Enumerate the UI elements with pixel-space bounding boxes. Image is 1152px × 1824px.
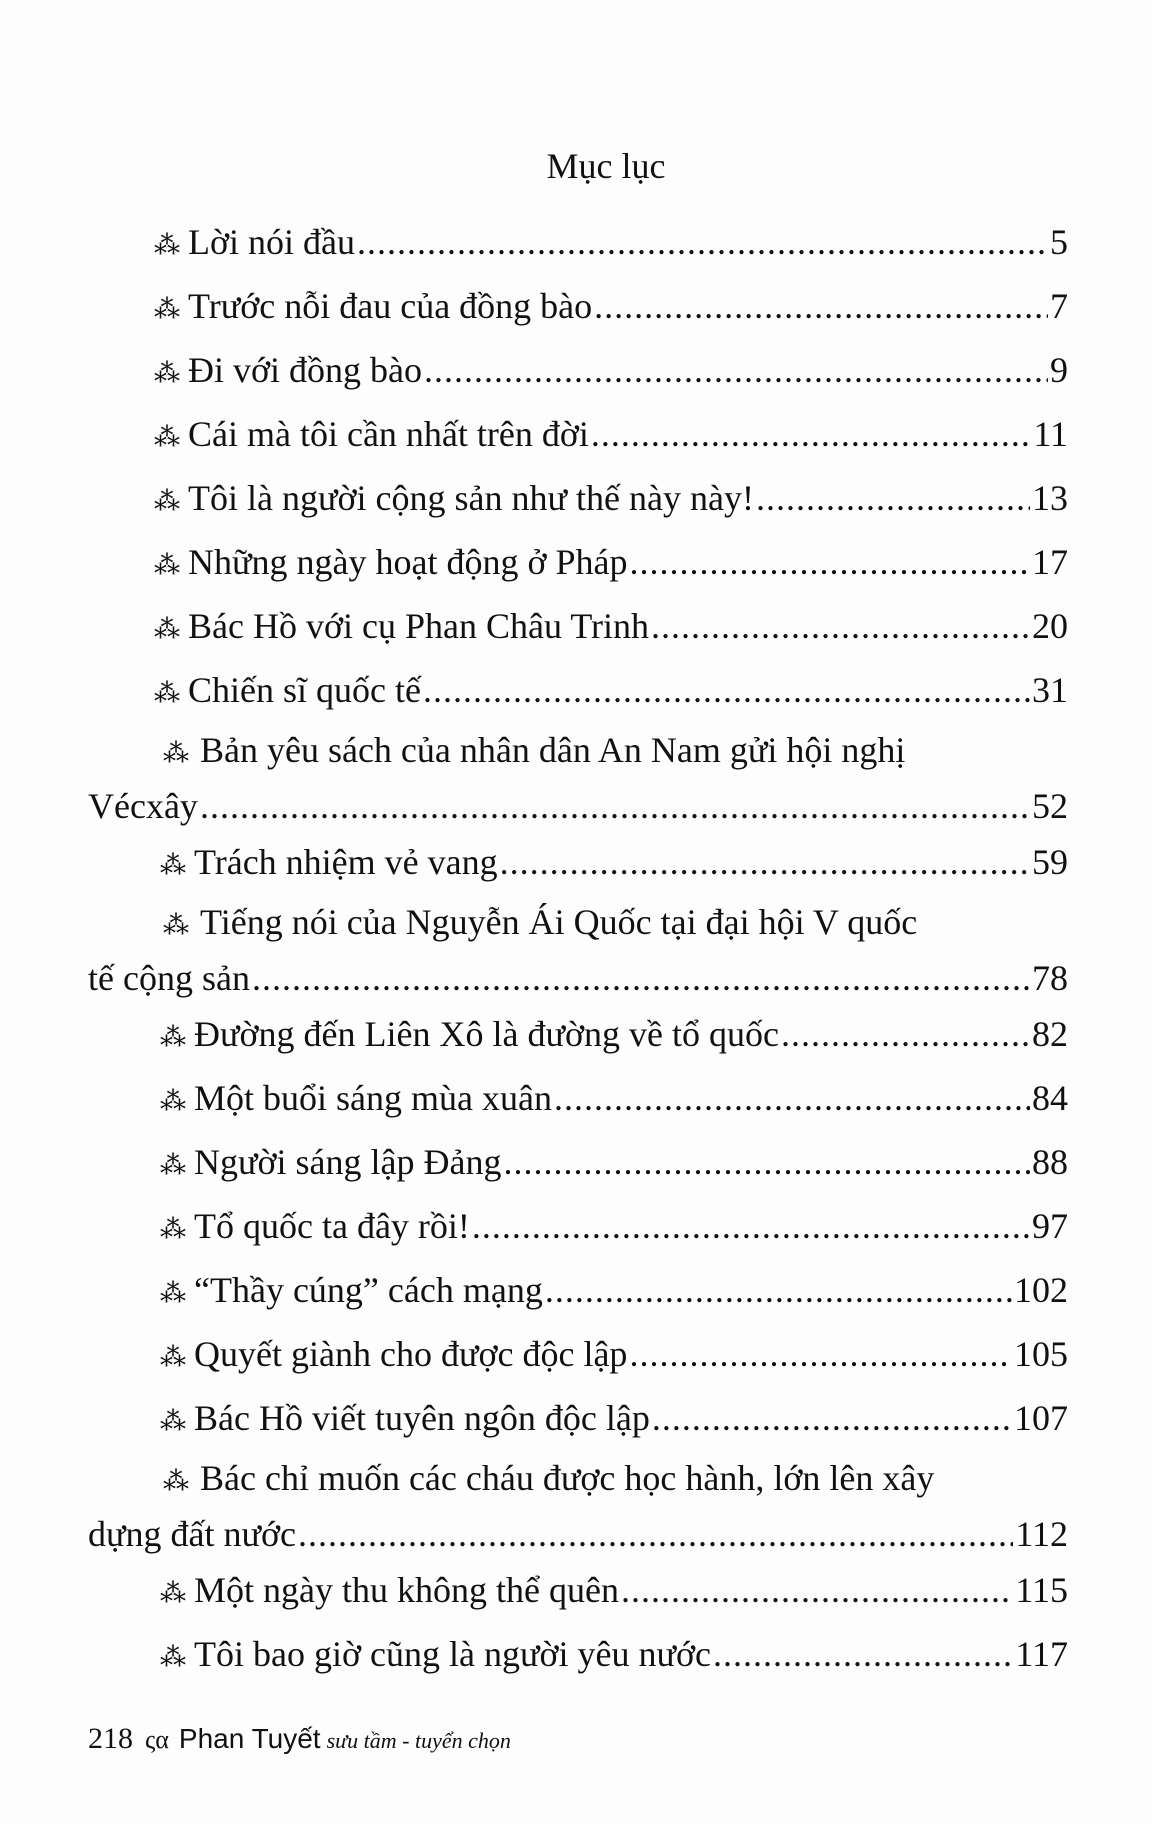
toc-entry-page: 102 [1014,1270,1068,1310]
toc-entry [88,1560,1068,1624]
table-of-contents [88,212,1068,1688]
three-dot-asterism-icon: ⁂ [163,1467,189,1496]
toc-entry-multiline [88,1452,1068,1560]
toc-entry-label: Trước nỗi đau của đồng bào [188,286,593,326]
toc-entry-page: 5 [1050,222,1068,262]
toc-entry [88,1260,1068,1324]
toc-entry [88,468,1068,532]
toc-entry [88,832,1068,896]
dot-leader [713,1624,1013,1685]
toc-entry-page: 13 [1032,478,1068,518]
three-dot-asterism-icon: ⁂ [160,1087,186,1116]
dot-leader [781,1004,1030,1065]
toc-entry [88,1388,1068,1452]
toc-entry-label: Một buổi sáng mùa xuân [194,1078,552,1118]
dot-leader [629,1324,1012,1385]
toc-entry-label: Tiếng nói của Nguyễn Ái Quốc tại đại hội V quốc [200,902,918,942]
toc-entry [88,212,1068,276]
dot-leader [500,832,1030,893]
footer-note: sưu tầm - tuyển chọn [326,1728,511,1753]
toc-entry-label: Cái mà tôi cần nhất trên đời [188,414,589,454]
three-dot-asterism-icon: ⁂ [160,1579,186,1608]
toc-entry-page: 117 [1015,1634,1068,1674]
toc-entry-page: 97 [1032,1206,1068,1246]
toc-entry-page: 20 [1032,606,1068,646]
dot-leader [756,468,1030,529]
toc-entry-page: 107 [1014,1398,1068,1438]
dot-leader [591,404,1031,465]
dot-leader [504,1132,1031,1193]
toc-entry-page: 115 [1015,1570,1068,1610]
toc-entry-page: 82 [1032,1014,1068,1054]
toc-entry-page: 17 [1032,542,1068,582]
toc-entry [88,596,1068,660]
dot-leader [472,1196,1030,1257]
toc-entry-label-continued: dựng đất nước [88,1514,297,1554]
toc-entry [88,660,1068,724]
three-dot-asterism-icon: ⁂ [160,1279,186,1308]
three-dot-asterism-icon: ⁂ [160,1151,186,1180]
toc-entry [88,1132,1068,1196]
toc-entry-label: “Thầy cúng” cách mạng [194,1270,543,1310]
toc-entry-line-2 [88,780,1068,832]
toc-entry-label: Một ngày thu không thể quên [194,1570,619,1610]
toc-entry-line-1 [88,1452,1068,1508]
toc-entry-page: 78 [1032,958,1068,998]
toc-entry [88,1624,1068,1688]
toc-entry-label: Lời nói đầu [188,222,356,262]
dot-leader [298,1508,1013,1560]
toc-entry-label: Đường đến Liên Xô là đường về tổ quốc [194,1014,779,1054]
toc-entry-page: 88 [1032,1142,1068,1182]
dot-leader [630,532,1030,593]
toc-entry-page: 52 [1032,786,1068,826]
toc-entry-label: Tôi là người cộng sản như thế này này! [188,478,754,518]
three-dot-asterism-icon: ⁂ [160,1343,186,1372]
toc-entry-label: Tôi bao giờ cũng là người yêu nước [194,1634,712,1674]
toc-entry [88,340,1068,404]
dot-leader [621,1560,1013,1621]
three-dot-asterism-icon: ⁂ [154,615,180,644]
three-dot-asterism-icon: ⁂ [163,739,189,768]
footer-page-number: 218 [88,1722,133,1755]
toc-entry-page: 7 [1050,286,1068,326]
dot-leader [200,780,1030,832]
dot-leader [252,952,1030,1004]
toc-entry-label: Người sáng lập Đảng [194,1142,502,1182]
toc-entry-line-1 [88,896,1068,952]
toc-entry-page: 31 [1032,670,1068,710]
toc-entry-line-2 [88,952,1068,1004]
three-dot-asterism-icon: ⁂ [154,295,180,324]
toc-entry-page: 84 [1032,1078,1068,1118]
three-dot-asterism-icon: ⁂ [160,1407,186,1436]
dot-leader [357,212,1048,273]
toc-entry [88,404,1068,468]
page-footer [88,1722,511,1756]
toc-entry-multiline [88,896,1068,1004]
toc-entry-label: Đi với đồng bào [188,350,423,390]
toc-entry-line-2 [88,1508,1068,1560]
dot-leader [554,1068,1030,1129]
toc-entry [88,1324,1068,1388]
ornament-icon: ςα [145,1725,169,1754]
toc-entry-page: 9 [1050,350,1068,390]
page-title: Mục lục [546,146,666,186]
toc-entry [88,532,1068,596]
toc-entry-label-continued: Vécxây [88,786,198,826]
three-dot-asterism-icon: ⁂ [154,551,180,580]
dot-leader [423,660,1030,721]
footer-author: Phan Tuyết [178,1723,321,1754]
toc-entry-page: 11 [1033,414,1068,454]
three-dot-asterism-icon: ⁂ [154,679,180,708]
dot-leader [545,1260,1012,1321]
toc-entry-multiline [88,724,1068,832]
toc-entry-page: 112 [1015,1514,1068,1554]
three-dot-asterism-icon: ⁂ [163,911,189,940]
toc-entry-page: 59 [1032,842,1068,882]
dot-leader [424,340,1048,401]
toc-entry-label: Bác chỉ muốn các cháu được học hành, lớn lên xây [200,1458,935,1498]
toc-entry-label: Tổ quốc ta đây rồi! [194,1206,470,1246]
three-dot-asterism-icon: ⁂ [160,1023,186,1052]
toc-entry [88,276,1068,340]
dot-leader [594,276,1048,337]
toc-entry [88,1068,1068,1132]
toc-entry-label: Bác Hồ viết tuyên ngôn độc lập [194,1398,650,1438]
toc-entry-label: Trách nhiệm vẻ vang [194,842,498,882]
toc-entry-label: Bác Hồ với cụ Phan Châu Trinh [188,606,650,646]
three-dot-asterism-icon: ⁂ [154,231,180,260]
three-dot-asterism-icon: ⁂ [154,487,180,516]
toc-entry [88,1196,1068,1260]
toc-entry-label: Những ngày hoạt động ở Pháp [188,542,628,582]
toc-entry-label: Bản yêu sách của nhân dân An Nam gửi hội nghị [200,730,906,770]
toc-entry-label: Quyết giành cho được độc lập [194,1334,628,1374]
toc-entry-page: 105 [1014,1334,1068,1374]
dot-leader [652,1388,1012,1449]
toc-entry-label: Chiến sĩ quốc tế [188,670,421,710]
three-dot-asterism-icon: ⁂ [160,1215,186,1244]
dot-leader [651,596,1030,657]
toc-entry-line-1 [88,724,1068,780]
toc-entry-label-continued: tế cộng sản [88,958,250,998]
three-dot-asterism-icon: ⁂ [154,423,180,452]
three-dot-asterism-icon: ⁂ [160,1643,186,1672]
toc-entry [88,1004,1068,1068]
three-dot-asterism-icon: ⁂ [154,359,180,388]
three-dot-asterism-icon: ⁂ [160,851,186,880]
